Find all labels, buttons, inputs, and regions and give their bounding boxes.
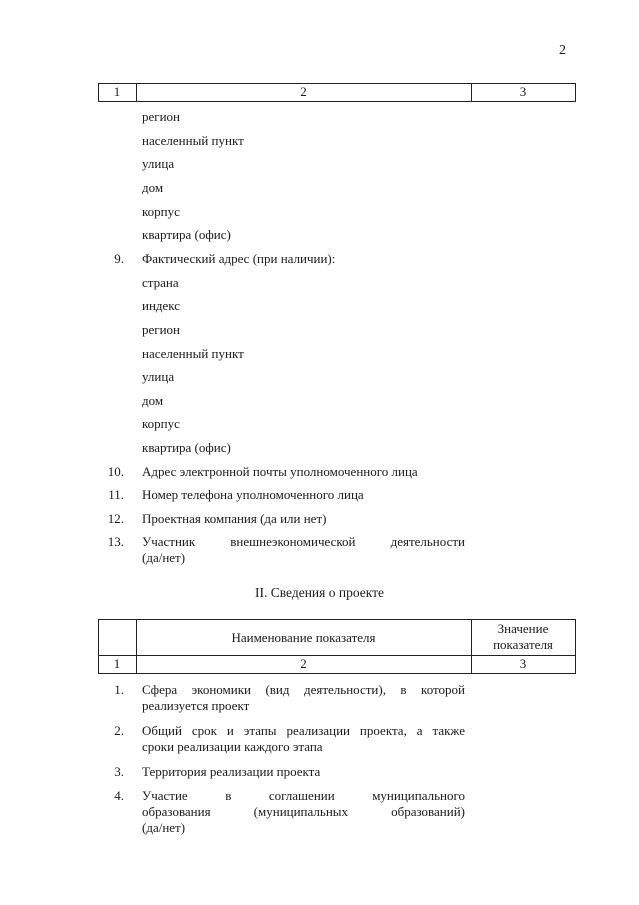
- numbering-col-2: 2: [300, 656, 307, 671]
- header-col-2: 2: [300, 84, 307, 99]
- row-text: корпус: [142, 204, 180, 219]
- row-text-line-2: образования (муниципальных образований): [142, 804, 465, 819]
- header-col-1: 1: [113, 84, 121, 99]
- section-title: II. Сведения о проекте: [254, 585, 385, 600]
- row-text-line-2: (да/нет): [142, 550, 186, 565]
- row-text: корпус: [142, 416, 180, 431]
- row-text: улица: [142, 369, 175, 384]
- header-col-3: 3: [519, 84, 527, 99]
- table-right-border: [575, 83, 576, 101]
- table-header-border: [98, 101, 576, 102]
- row-text: дом: [142, 180, 164, 195]
- table-top-border: [98, 619, 576, 620]
- row-text: Территория реализации проекта: [142, 764, 321, 779]
- row-text-line-1: Участник внешнеэкономической деятельности: [142, 534, 465, 549]
- row-text-line-1: Сфера экономики (вид деятельности), в которой: [142, 682, 465, 697]
- row-text: Номер телефона уполномоченного лица: [142, 487, 364, 502]
- row-number: 13.: [107, 534, 124, 549]
- row-text: квартира (офис): [142, 227, 231, 242]
- row-text: [142, 682, 465, 714]
- row-text-line-3: (да/нет): [142, 820, 186, 835]
- numbering-col-3: 3: [519, 656, 527, 671]
- row-number: 10.: [107, 464, 124, 479]
- row-text-line-2: сроки реализации каждого этапа: [142, 739, 323, 754]
- row-number: 12.: [107, 511, 124, 526]
- table-right-border: [575, 619, 576, 673]
- row-text: дом: [142, 393, 164, 408]
- row-number: 3.: [114, 764, 124, 779]
- row-number: 1.: [114, 682, 124, 697]
- row-text-line-1: Общий срок и этапы реализации проекта, а также: [142, 723, 465, 738]
- row-text: страна: [142, 275, 179, 290]
- row-text: [142, 534, 465, 566]
- row-text: квартира (офис): [142, 440, 231, 455]
- row-text: индекс: [142, 298, 181, 313]
- row-text: населенный пункт: [142, 133, 244, 148]
- row-number: 4.: [114, 788, 124, 803]
- row-text: Проектная компания (да или нет): [142, 511, 327, 526]
- page-number: 2: [559, 43, 566, 58]
- row-text: улица: [142, 156, 175, 171]
- col-value-header-line-1: Значение: [497, 621, 549, 636]
- project-info-table: [98, 619, 576, 859]
- col-value-header-line-2: показателя: [493, 637, 553, 652]
- row-number: 11.: [108, 487, 124, 502]
- row-text: [142, 723, 465, 755]
- row-number: 2.: [114, 723, 124, 738]
- applicant-info-table: [98, 83, 576, 573]
- row-text: регион: [142, 322, 181, 337]
- row-text: регион: [142, 109, 181, 124]
- table-numbering-border: [98, 673, 576, 674]
- row-text-line-2: реализуется проект: [142, 698, 250, 713]
- row-number: 9.: [114, 251, 124, 266]
- row-text: населенный пункт: [142, 346, 244, 361]
- numbering-col-1: 1: [113, 656, 121, 671]
- row-text: Фактический адрес (при наличии):: [142, 251, 336, 266]
- col-value-header: [471, 621, 575, 653]
- row-text: Адрес электронной почты уполномоченного лица: [142, 464, 418, 479]
- row-text: [142, 788, 465, 836]
- col-name-header: Наименование показателя: [231, 630, 376, 645]
- row-text-line-1: Участие в соглашении муниципального: [142, 788, 465, 803]
